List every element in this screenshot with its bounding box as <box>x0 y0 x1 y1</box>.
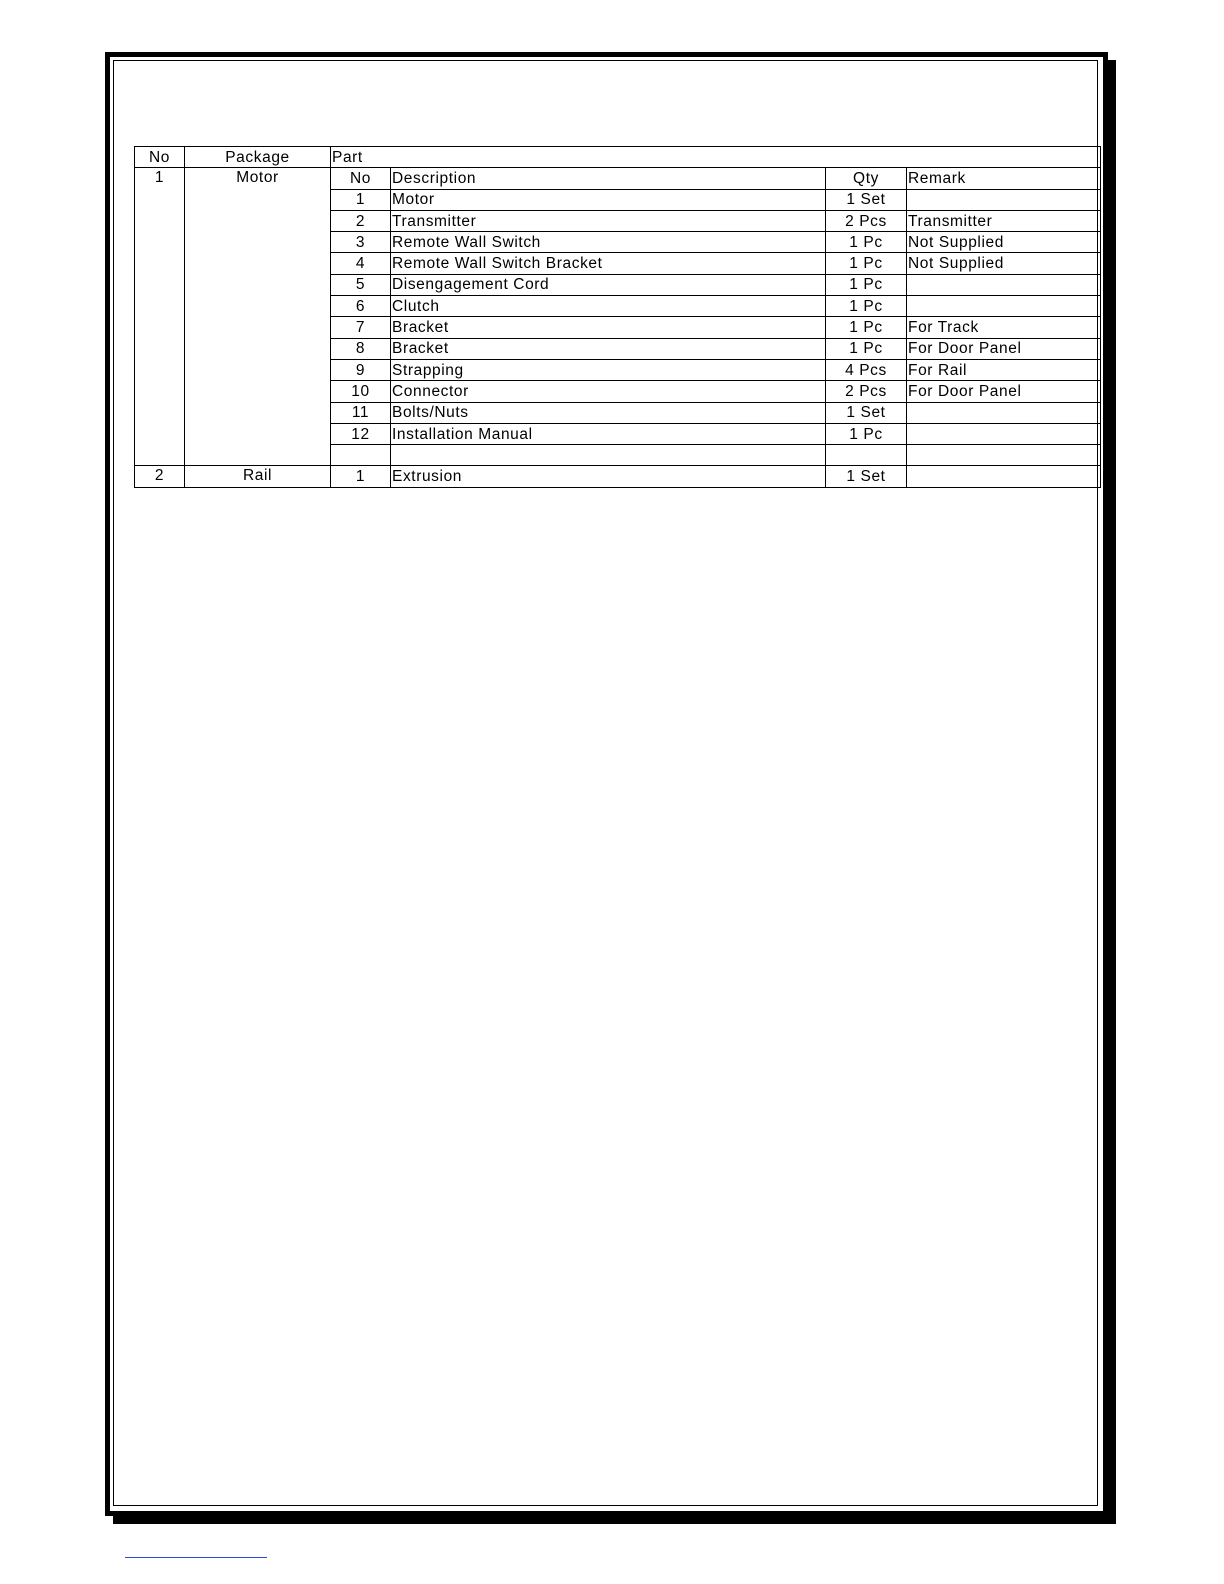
part-no <box>331 445 391 466</box>
part-qty: 1 Pc <box>826 423 907 444</box>
part-remark: For Track <box>907 317 1101 338</box>
part-qty: 1 Pc <box>826 338 907 359</box>
part-qty: 1 Pc <box>826 296 907 317</box>
part-description: Bracket <box>391 338 826 359</box>
part-description: Transmitter <box>391 210 826 231</box>
part-qty: 1 Set <box>826 402 907 423</box>
part-qty: 1 Pc <box>826 232 907 253</box>
subheader-description: Description <box>391 168 826 189</box>
header-part: Part <box>331 147 1101 168</box>
part-no: 2 <box>331 210 391 231</box>
parts-list-table <box>134 146 1101 488</box>
part-remark <box>907 445 1101 466</box>
part-no: 9 <box>331 359 391 380</box>
table-row <box>135 466 1101 487</box>
part-description: Disengagement Cord <box>391 274 826 295</box>
part-remark <box>907 402 1101 423</box>
package-no: 1 <box>135 168 185 466</box>
part-description: Installation Manual <box>391 423 826 444</box>
part-remark <box>907 466 1101 487</box>
part-no: 1 <box>331 466 391 487</box>
part-no: 11 <box>331 402 391 423</box>
part-no: 1 <box>331 189 391 210</box>
part-no: 3 <box>331 232 391 253</box>
part-no: 10 <box>331 381 391 402</box>
header-no: No <box>135 147 185 168</box>
footer-link-underline[interactable] <box>125 1557 267 1558</box>
part-no: 6 <box>331 296 391 317</box>
part-no: 8 <box>331 338 391 359</box>
part-remark: For Rail <box>907 359 1101 380</box>
part-qty: 1 Set <box>826 466 907 487</box>
part-description: Remote Wall Switch Bracket <box>391 253 826 274</box>
part-remark: Not Supplied <box>907 253 1101 274</box>
part-qty: 1 Pc <box>826 317 907 338</box>
header-package: Package <box>185 147 331 168</box>
part-description: Extrusion <box>391 466 826 487</box>
package-no: 2 <box>135 466 185 487</box>
part-qty: 2 Pcs <box>826 381 907 402</box>
part-remark: For Door Panel <box>907 338 1101 359</box>
subheader-remark: Remark <box>907 168 1101 189</box>
part-remark <box>907 189 1101 210</box>
part-qty: 1 Set <box>826 189 907 210</box>
subheader-qty: Qty <box>826 168 907 189</box>
subheader-no: No <box>331 168 391 189</box>
package-name: Motor <box>185 168 331 466</box>
part-no: 12 <box>331 423 391 444</box>
part-remark <box>907 274 1101 295</box>
part-description <box>391 445 826 466</box>
part-description: Remote Wall Switch <box>391 232 826 253</box>
part-remark <box>907 296 1101 317</box>
part-qty <box>826 445 907 466</box>
part-qty: 2 Pcs <box>826 210 907 231</box>
subheader-row <box>135 168 1101 189</box>
part-qty: 1 Pc <box>826 274 907 295</box>
part-qty: 4 Pcs <box>826 359 907 380</box>
part-no: 5 <box>331 274 391 295</box>
part-description: Bracket <box>391 317 826 338</box>
part-no: 4 <box>331 253 391 274</box>
package-name: Rail <box>185 466 331 487</box>
part-remark: For Door Panel <box>907 381 1101 402</box>
part-qty: 1 Pc <box>826 253 907 274</box>
part-description: Bolts/Nuts <box>391 402 826 423</box>
part-description: Clutch <box>391 296 826 317</box>
part-description: Motor <box>391 189 826 210</box>
part-remark <box>907 423 1101 444</box>
part-remark: Transmitter <box>907 210 1101 231</box>
part-remark: Not Supplied <box>907 232 1101 253</box>
part-no: 7 <box>331 317 391 338</box>
header-row <box>135 147 1101 168</box>
part-description: Strapping <box>391 359 826 380</box>
part-description: Connector <box>391 381 826 402</box>
